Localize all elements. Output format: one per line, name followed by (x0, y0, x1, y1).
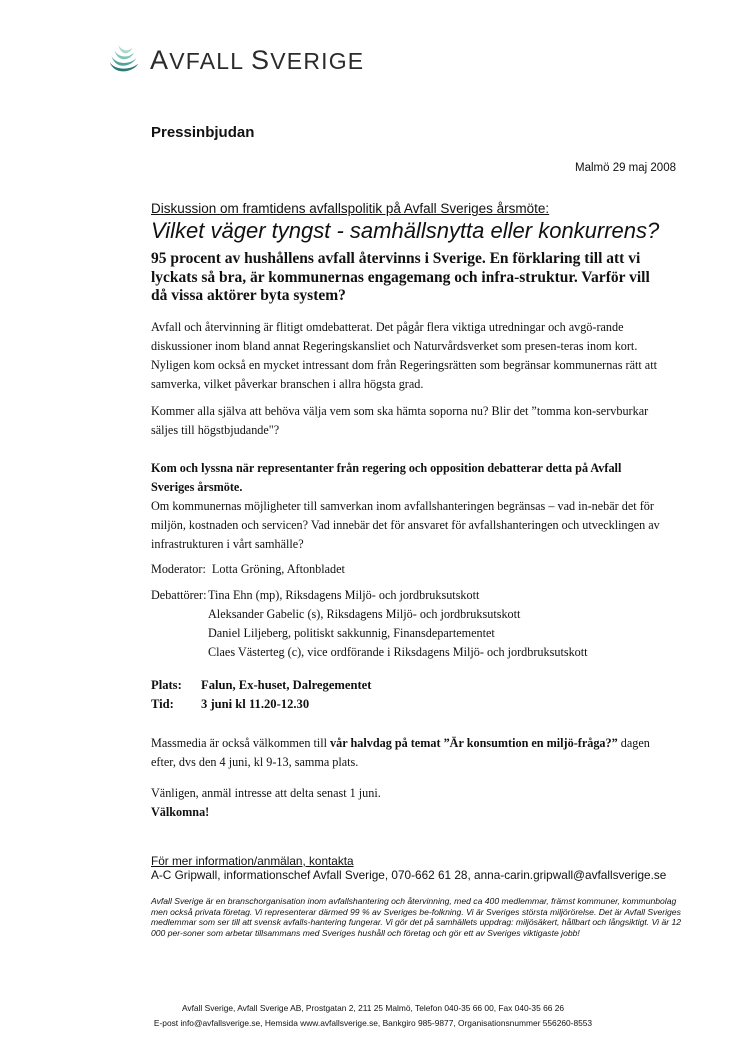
time-label: Tid: (151, 697, 174, 711)
welcome-text: Välkomna! (151, 805, 210, 819)
kicker: Diskussion om framtidens avfallspolitik på Avfall Sveriges årsmöte: (151, 201, 550, 216)
brand-logo (104, 40, 364, 80)
paragraph-rsvp (151, 784, 666, 822)
debaters-label: Debattörer: (151, 588, 207, 602)
debaters (151, 586, 666, 662)
footer-address: Avfall Sverige, Avfall Sverige AB, Prostgatan 2, 211 25 Malmö, Telefon 040-35 66 00, Fax 040-35 66 26 (181, 1003, 565, 1013)
headline: Vilket väger tyngst - samhällsnytta eller konkurrens? (151, 218, 660, 243)
doc-type: Pressinbjudan (151, 124, 255, 141)
moderator-label: Moderator: (151, 562, 206, 576)
footer-contact: E-post info@avfallsverige.se, Hemsida www.avfallsverige.se, Bankgiro 985-9877, Organisationsnummer 556260-8553 (153, 1018, 593, 1028)
media-text-end: dagen efter, dvs den 4 juni, kl 9-13, samma plats. (151, 736, 650, 769)
event-details (151, 676, 666, 714)
place-value: Falun, Ex-huset, Dalregementet (201, 678, 372, 692)
contact-heading: För mer information/anmälan, kontakta (151, 854, 354, 868)
wave-logo-icon (104, 41, 142, 79)
paragraph-question: Kommer alla själva att behöva välja vem som ska hämta soporna nu? Blir det ”tomma kon-servburkar säljes till högstbjudande"? (151, 404, 649, 437)
media-theme: vår halvdag på temat ”Är konsumtion en miljö-fråga?” (330, 736, 618, 750)
date: Malmö 29 maj 2008 (575, 162, 676, 174)
debater-item: Aleksander Gabelic (s), Riksdagens Miljö- och jordbruksutskott (208, 607, 521, 621)
lead: 95 procent av hushållens avfall återvinns i Sverige. En förklaring till att vi lyckats så bra, är kommunernas engagemang och infra-struktur. Varför vill då vissa aktörer byta system? (151, 250, 650, 304)
about-text: Avfall Sverige är en branschorganisation inom avfallshantering och återvinning, med ca 400 medlemmar, främst kommuner, kommunbolag men också privata företag. Vi representerar därmed 99 % av Sveriges be-folkning. Vi är Sveriges största miljörörelse. Det är Avfall Sveriges medlemmar som ser till att svensk avfalls-hantering fungerar. Vi gör det på samhällets uppdrag: miljösäkert, hållbart och långsiktigt. Vi är 12 000 per-soner som arbetar tillsammans med Sveriges hushåll och företag och gör ett av Sveriges viktigaste jobb! (151, 896, 682, 938)
contact-line: A-C Gripwall, informationschef Avfall Sverige, 070-662 61 28, anna-carin.gripwall@avfallsverige.se (151, 868, 667, 882)
debater-item: Claes Västerteg (c), vice ordförande i Riksdagens Miljö- och jordbruksutskott (208, 645, 588, 659)
paragraph-invite-title: Kom och lyssna när representanter från regering och opposition debatterar detta på Avfall Sveriges årsmöte. (151, 461, 622, 494)
place-label: Plats: (151, 678, 182, 692)
rsvp-text: Vänligen, anmäl intresse att delta senast 1 juni. (151, 786, 381, 800)
moderator-name: Lotta Gröning, Aftonbladet (211, 562, 345, 576)
brand-name: AVFALL SVERIGE (150, 44, 365, 75)
paragraph-intro: Avfall och återvinning är flitigt omdebatterat. Det pågår flera viktiga utredningar och avgö-rande diskussioner inom bland annat Regeringskansliet och Naturvårdsverket som presen-teras inom kort. Nyligen kom också en mycket intressant dom från Regeringsrätten som begränsar kommunernas rätt att samverka, vilket påverkar branschen i allra högsta grad. (151, 320, 657, 391)
paragraph-invite: Om kommunernas möjligheter till samverkan inom avfallshanteringen begränsas – vad in-nebär det för miljön, kostnaden och servicen? Vad innebär det för ansvaret för avfallshanteringen och utvecklingen av infrastrukturen i vårt samhälle? (151, 499, 660, 551)
moderator (151, 560, 666, 579)
media-text: Massmedia är också välkommen till (151, 736, 331, 750)
debater-item: Daniel Liljeberg, politiskt sakkunnig, Finansdepartementet (208, 626, 495, 640)
debater-item: Tina Ehn (mp), Riksdagens Miljö- och jordbruksutskott (208, 588, 480, 602)
paragraph-media (151, 734, 666, 772)
time-value: 3 juni kl 11.20-12.30 (201, 697, 310, 711)
footer (0, 1001, 746, 1031)
